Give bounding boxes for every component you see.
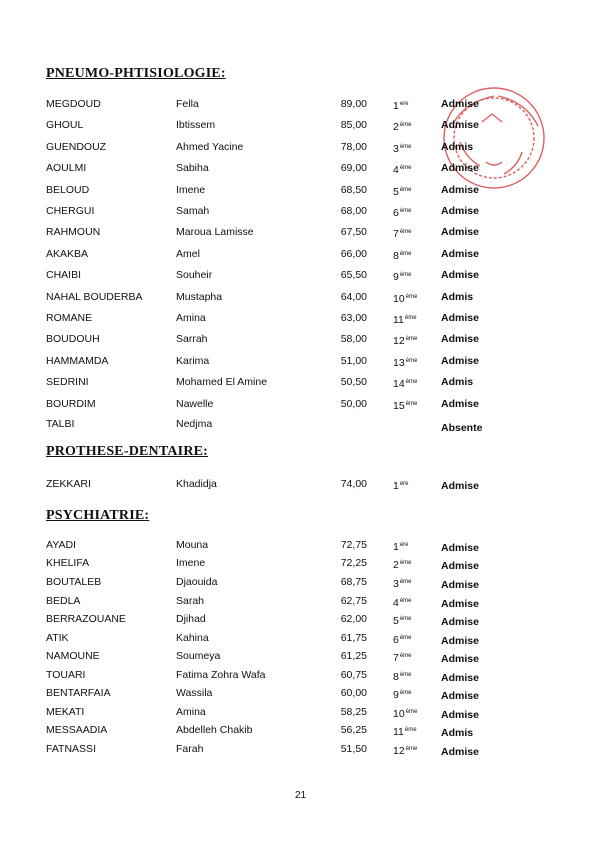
cell-note: 68,75 bbox=[340, 576, 367, 588]
cell-rang: 5ème bbox=[393, 615, 412, 627]
cell-prenom: Samah bbox=[176, 205, 210, 217]
cell-resultat: Admise bbox=[441, 598, 479, 610]
cell-resultat: Admise bbox=[441, 746, 479, 758]
cell-note: 66,00 bbox=[340, 248, 367, 260]
cell-resultat: Admise bbox=[441, 269, 479, 281]
table-row bbox=[0, 375, 601, 389]
cell-resultat: Admise bbox=[441, 672, 479, 684]
cell-prenom: Ibtissem bbox=[176, 119, 216, 131]
cell-note: 61,25 bbox=[340, 650, 367, 662]
cell-prenom: Nedjma bbox=[176, 418, 213, 430]
table-row bbox=[0, 247, 601, 261]
cell-resultat: Admise bbox=[441, 312, 479, 324]
cell-note: 69,00 bbox=[340, 162, 367, 174]
cell-note: 50,50 bbox=[340, 376, 367, 388]
table-row bbox=[0, 723, 601, 737]
cell-prenom: Fella bbox=[176, 98, 199, 110]
cell-nom: FATNASSI bbox=[46, 743, 96, 755]
cell-nom: RAHMOUN bbox=[46, 226, 101, 238]
cell-rang: 4ème bbox=[393, 164, 412, 176]
table-row bbox=[0, 268, 601, 282]
cell-rang: 6ème bbox=[393, 634, 412, 646]
cell-prenom: Sabiha bbox=[176, 162, 209, 174]
cell-prenom: Amina bbox=[176, 706, 206, 718]
cell-prenom: Amel bbox=[176, 248, 200, 260]
cell-nom: TOUARI bbox=[46, 669, 86, 681]
table-row bbox=[0, 118, 601, 132]
cell-resultat: Admise bbox=[441, 248, 479, 260]
cell-note: 72,25 bbox=[340, 557, 367, 569]
cell-note: 68,00 bbox=[340, 205, 367, 217]
cell-note: 72,75 bbox=[340, 539, 367, 551]
table-row bbox=[0, 612, 601, 626]
cell-prenom: Kahina bbox=[176, 632, 209, 644]
cell-rang: 7ème bbox=[393, 228, 412, 240]
page-number: 21 bbox=[294, 790, 307, 801]
cell-nom: GUENDOUZ bbox=[46, 141, 107, 153]
cell-prenom: Wassila bbox=[176, 687, 213, 699]
cell-note: 65,50 bbox=[340, 269, 367, 281]
cell-rang: 1ere bbox=[393, 100, 409, 112]
section-title-prothese: PROTHESE-DENTAIRE: bbox=[46, 444, 209, 459]
section-title-pneumo: PNEUMO-PHTISIOLOGIE: bbox=[46, 66, 226, 81]
cell-rang: 11ème bbox=[393, 726, 417, 738]
cell-nom: NAMOUNE bbox=[46, 650, 100, 662]
cell-resultat: Admis bbox=[441, 727, 474, 739]
cell-prenom: Fatima Zohra Wafa bbox=[176, 669, 266, 681]
cell-rang: 4ème bbox=[393, 597, 412, 609]
cell-prenom: Mustapha bbox=[176, 291, 223, 303]
cell-note: 58,00 bbox=[340, 333, 367, 345]
cell-nom: TALBI bbox=[46, 418, 75, 430]
cell-resultat: Admise bbox=[441, 398, 479, 410]
table-row bbox=[0, 538, 601, 552]
cell-prenom: Karima bbox=[176, 355, 210, 367]
cell-resultat: Admise bbox=[441, 184, 479, 196]
table-row bbox=[0, 354, 601, 368]
cell-note: 78,00 bbox=[340, 141, 367, 153]
cell-resultat: Admise bbox=[441, 616, 479, 628]
cell-note: 51,50 bbox=[340, 743, 367, 755]
cell-resultat: Admis bbox=[441, 376, 474, 388]
cell-resultat: Admise bbox=[441, 162, 479, 174]
cell-rang: 10ème bbox=[393, 293, 418, 305]
table-row bbox=[0, 556, 601, 570]
cell-nom: BOURDIM bbox=[46, 398, 96, 410]
cell-note: 51,00 bbox=[340, 355, 367, 367]
cell-nom: BEDLA bbox=[46, 595, 81, 607]
cell-nom: MEGDOUD bbox=[46, 98, 101, 110]
cell-note: 89,00 bbox=[340, 98, 367, 110]
cell-nom: MEKATI bbox=[46, 706, 85, 718]
cell-resultat: Absente bbox=[441, 422, 483, 434]
table-row bbox=[0, 397, 601, 411]
cell-note: 61,75 bbox=[340, 632, 367, 644]
cell-rang: 7ème bbox=[393, 652, 412, 664]
cell-resultat: Admis bbox=[441, 141, 474, 153]
table-row bbox=[0, 290, 601, 304]
cell-prenom: Mohamed El Amine bbox=[176, 376, 268, 388]
cell-note: 85,00 bbox=[340, 119, 367, 131]
cell-rang: 2ème bbox=[393, 121, 412, 133]
cell-rang: 15ème bbox=[393, 400, 418, 412]
cell-nom: GHOUL bbox=[46, 119, 84, 131]
cell-prenom: Imene bbox=[176, 184, 206, 196]
cell-rang: 12ème bbox=[393, 335, 418, 347]
table-row bbox=[0, 742, 601, 756]
cell-note: 62,00 bbox=[340, 613, 367, 625]
cell-prenom: Nawelle bbox=[176, 398, 214, 410]
cell-resultat: Admise bbox=[441, 480, 479, 492]
cell-prenom: Khadidja bbox=[176, 478, 217, 490]
cell-prenom: Soumeya bbox=[176, 650, 221, 662]
cell-rang: 11ème bbox=[393, 314, 417, 326]
cell-rang: 3ème bbox=[393, 578, 412, 590]
cell-rang: 6ème bbox=[393, 207, 412, 219]
table-row bbox=[0, 140, 601, 154]
cell-prenom: Djaouida bbox=[176, 576, 218, 588]
cell-rang: 1ere bbox=[393, 541, 409, 553]
table-row bbox=[0, 575, 601, 589]
cell-note: 67,50 bbox=[340, 226, 367, 238]
cell-nom: AKAKBA bbox=[46, 248, 89, 260]
cell-nom: SEDRINI bbox=[46, 376, 89, 388]
cell-note: 63,00 bbox=[340, 312, 367, 324]
table-row bbox=[0, 649, 601, 663]
section-title-psychiatrie: PSYCHIATRIE: bbox=[46, 508, 150, 523]
cell-nom: BELOUD bbox=[46, 184, 90, 196]
cell-rang bbox=[393, 417, 394, 433]
cell-note: 60,75 bbox=[340, 669, 367, 681]
table-row bbox=[0, 161, 601, 175]
cell-resultat: Admise bbox=[441, 119, 479, 131]
table-row bbox=[0, 631, 601, 645]
cell-rang: 10ème bbox=[393, 708, 418, 720]
cell-rang: 8ème bbox=[393, 250, 412, 262]
cell-resultat: Admise bbox=[441, 205, 479, 217]
table-row bbox=[0, 225, 601, 239]
cell-prenom: Mouna bbox=[176, 539, 209, 551]
cell-rang: 9ème bbox=[393, 271, 412, 283]
cell-nom: CHAIBI bbox=[46, 269, 82, 281]
cell-resultat: Admise bbox=[441, 690, 479, 702]
cell-rang: 14ème bbox=[393, 378, 418, 390]
cell-prenom: Abdelleh Chakib bbox=[176, 724, 253, 736]
cell-note: 58,25 bbox=[340, 706, 367, 718]
table-row bbox=[0, 204, 601, 218]
cell-rang: 3ème bbox=[393, 143, 412, 155]
cell-nom: BOUTALEB bbox=[46, 576, 102, 588]
cell-resultat: Admise bbox=[441, 226, 479, 238]
cell-resultat: Admise bbox=[441, 542, 479, 554]
table-row bbox=[0, 594, 601, 608]
cell-resultat: Admise bbox=[441, 635, 479, 647]
table-row bbox=[0, 332, 601, 346]
cell-resultat: Admise bbox=[441, 653, 479, 665]
table-row bbox=[0, 183, 601, 197]
cell-prenom: Imene bbox=[176, 557, 206, 569]
cell-resultat: Admise bbox=[441, 709, 479, 721]
cell-prenom: Farah bbox=[176, 743, 204, 755]
cell-prenom: Sarrah bbox=[176, 333, 208, 345]
cell-rang: 13ème bbox=[393, 357, 418, 369]
cell-note: 62,75 bbox=[340, 595, 367, 607]
table-row bbox=[0, 686, 601, 700]
cell-nom: BERRAZOUANE bbox=[46, 613, 126, 625]
cell-note: 60,00 bbox=[340, 687, 367, 699]
cell-resultat: Admis bbox=[441, 291, 474, 303]
cell-prenom: Maroua Lamisse bbox=[176, 226, 254, 238]
cell-rang: 9ème bbox=[393, 689, 412, 701]
cell-nom: NAHAL BOUDERBA bbox=[46, 291, 143, 303]
cell-prenom: Ahmed Yacine bbox=[176, 141, 244, 153]
table-row bbox=[0, 668, 601, 682]
table-row bbox=[0, 477, 601, 491]
cell-nom: MESSAADIA bbox=[46, 724, 108, 736]
cell-nom: ATIK bbox=[46, 632, 69, 644]
cell-note: 64,00 bbox=[340, 291, 367, 303]
cell-nom: AYADI bbox=[46, 539, 76, 551]
cell-resultat: Admise bbox=[441, 355, 479, 367]
cell-nom: HAMMAMDA bbox=[46, 355, 109, 367]
cell-rang: 1ere bbox=[393, 480, 409, 492]
cell-resultat: Admise bbox=[441, 333, 479, 345]
cell-nom: BOUDOUH bbox=[46, 333, 100, 345]
cell-resultat: Admise bbox=[441, 98, 479, 110]
cell-note: 50,00 bbox=[340, 398, 367, 410]
cell-note: 68,50 bbox=[340, 184, 367, 196]
cell-prenom: Djihad bbox=[176, 613, 206, 625]
cell-nom: ROMANE bbox=[46, 312, 93, 324]
cell-nom: CHERGUI bbox=[46, 205, 95, 217]
cell-nom: BENTARFAIA bbox=[46, 687, 111, 699]
cell-resultat: Admise bbox=[441, 560, 479, 572]
cell-prenom: Souheir bbox=[176, 269, 213, 281]
cell-rang: 8ème bbox=[393, 671, 412, 683]
cell-rang: 5ème bbox=[393, 186, 412, 198]
table-row bbox=[0, 97, 601, 111]
cell-prenom: Amina bbox=[176, 312, 206, 324]
cell-nom: ZEKKARI bbox=[46, 478, 91, 490]
cell-prenom: Sarah bbox=[176, 595, 205, 607]
cell-note: 56,25 bbox=[340, 724, 367, 736]
cell-rang: 12ème bbox=[393, 745, 418, 757]
cell-resultat: Admise bbox=[441, 579, 479, 591]
cell-note: 74,00 bbox=[340, 478, 367, 490]
cell-nom: KHELIFA bbox=[46, 557, 90, 569]
cell-rang: 2ème bbox=[393, 559, 412, 571]
table-row bbox=[0, 311, 601, 325]
table-row bbox=[0, 417, 601, 434]
table-row bbox=[0, 705, 601, 719]
cell-nom: AOULMI bbox=[46, 162, 87, 174]
